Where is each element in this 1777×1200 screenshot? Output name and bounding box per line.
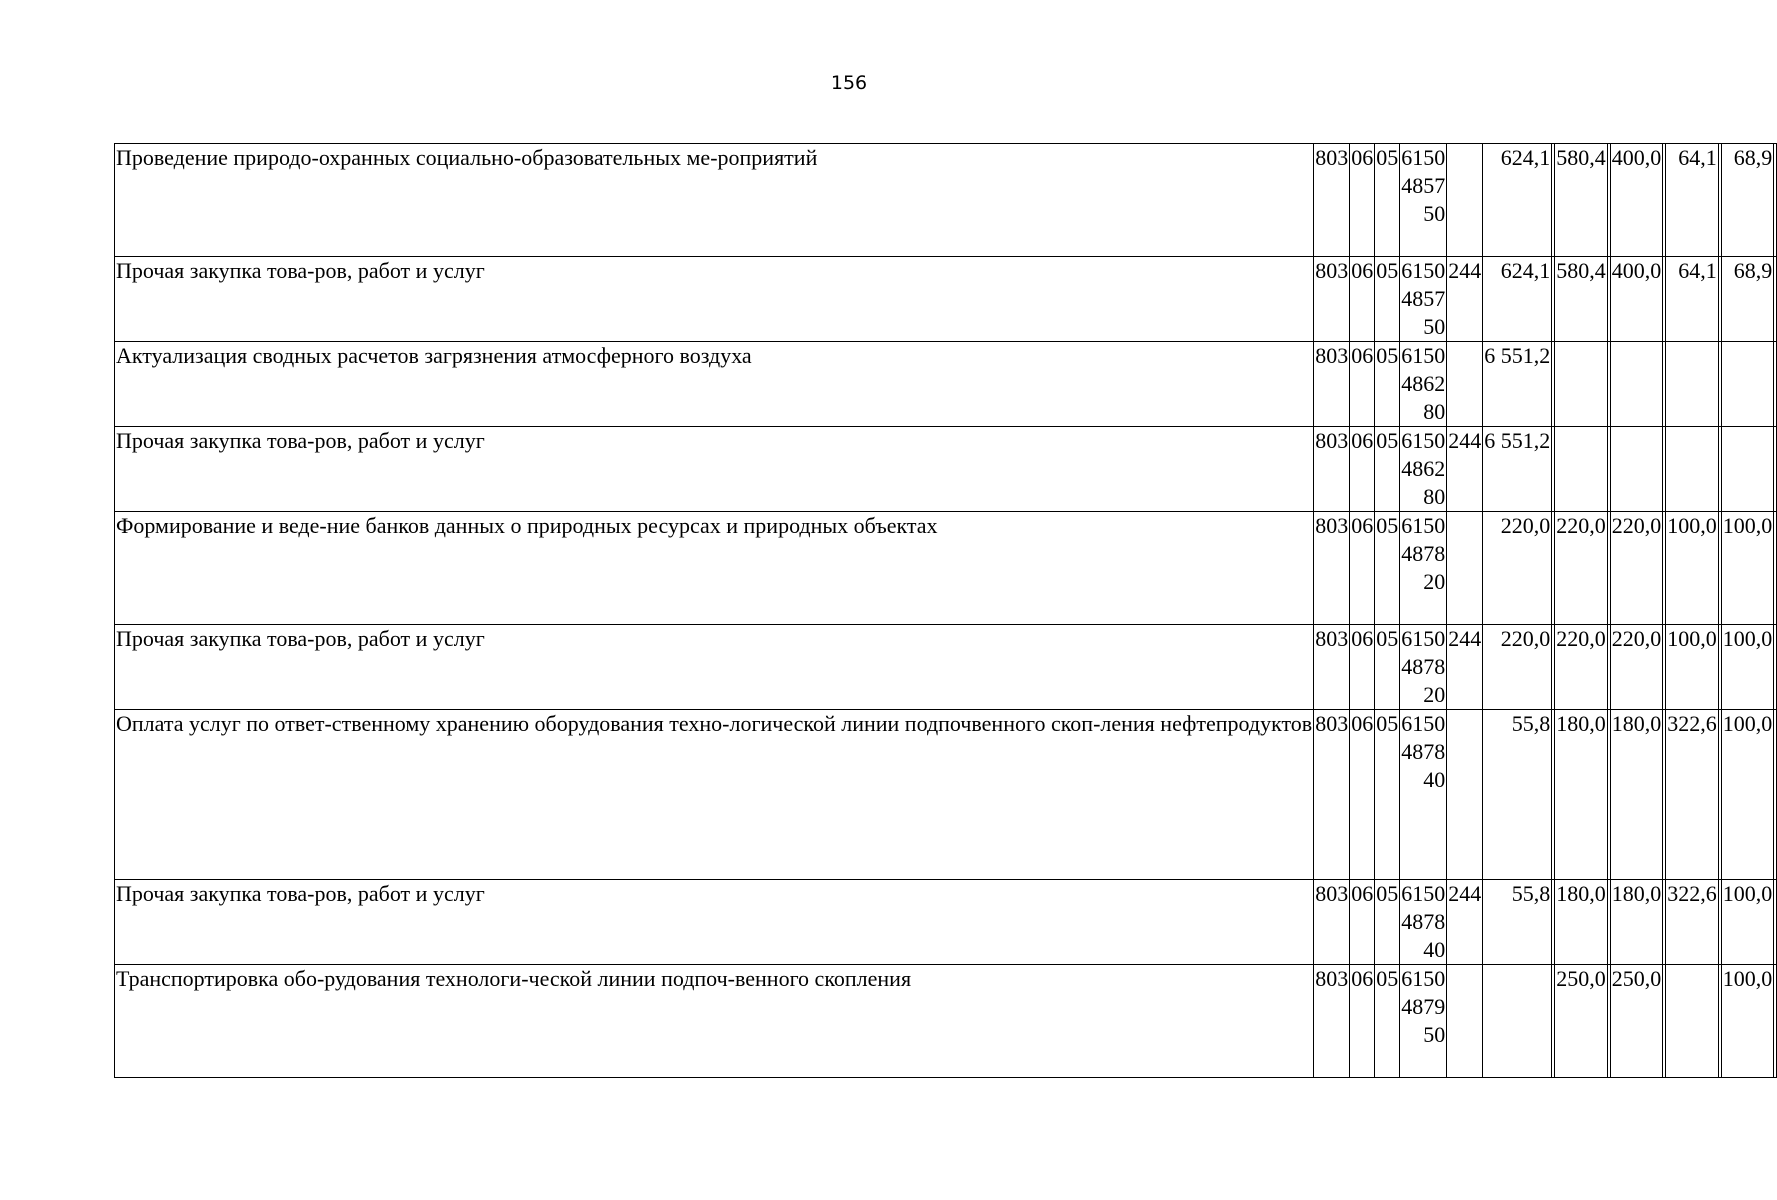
subsection-code-cell: 05 — [1375, 144, 1400, 257]
amount-cell-3: 220,0 — [1610, 625, 1663, 710]
blank-cell — [1774, 144, 1777, 257]
admin-code-cell: 803 — [1314, 710, 1350, 880]
amount-cell-3: 220,0 — [1610, 512, 1663, 625]
target-article-part: 4857 — [1401, 173, 1446, 198]
target-article-part: 6150 — [1401, 258, 1446, 283]
expense-name-cell: Транспортировка обо-рудования технологи-ческой линии подпоч-венного скопления — [115, 965, 1314, 1078]
amount-cell-1: 6 551,2 — [1483, 427, 1552, 512]
target-article-part: 50 — [1423, 314, 1446, 339]
target-article-part: 6150 — [1401, 428, 1446, 453]
target-article-part: 6150 — [1401, 145, 1446, 170]
expense-type-cell — [1447, 144, 1483, 257]
expense-name-cell: Оплата услуг по ответ-ственному хранению оборудования техно-логической линии подпочвенного скоп-ления нефтепродуктов — [115, 710, 1314, 880]
section-code-cell: 06 — [1350, 965, 1375, 1078]
expense-name-cell: Актуализация сводных расчетов загрязнения атмосферного воздуха — [115, 342, 1314, 427]
amount-cell-1: 55,8 — [1483, 710, 1552, 880]
amount-cell-1 — [1483, 965, 1552, 1078]
percent-cell-2: 100,0 — [1721, 965, 1774, 1078]
amount-cell-2: 250,0 — [1555, 965, 1608, 1078]
subsection-code-cell: 05 — [1375, 710, 1400, 880]
target-article-part: 6150 — [1401, 966, 1446, 991]
percent-cell-2 — [1721, 427, 1774, 512]
amount-cell-1: 55,8 — [1483, 880, 1552, 965]
percent-cell-2: 68,9 — [1721, 144, 1774, 257]
blank-cell — [1774, 342, 1777, 427]
blank-cell — [1774, 625, 1777, 710]
target-article-cell — [1400, 144, 1447, 257]
table-row — [115, 257, 1777, 342]
amount-cell-2 — [1555, 427, 1608, 512]
target-article-part: 80 — [1423, 484, 1446, 509]
amount-cell-2: 220,0 — [1555, 625, 1608, 710]
percent-cell-2 — [1721, 342, 1774, 427]
section-code-cell: 06 — [1350, 625, 1375, 710]
expense-type-cell: 244 — [1447, 427, 1483, 512]
table-row — [115, 710, 1777, 880]
target-article-part: 80 — [1423, 399, 1446, 424]
target-article-cell — [1400, 427, 1447, 512]
subsection-code-cell: 05 — [1375, 965, 1400, 1078]
admin-code-cell: 803 — [1314, 257, 1350, 342]
target-article-part: 6150 — [1401, 881, 1446, 906]
amount-cell-3: 180,0 — [1610, 880, 1663, 965]
section-code-cell: 06 — [1350, 880, 1375, 965]
percent-cell-2: 100,0 — [1721, 710, 1774, 880]
section-code-cell: 06 — [1350, 257, 1375, 342]
percent-cell-2: 100,0 — [1721, 880, 1774, 965]
blank-cell — [1774, 880, 1777, 965]
admin-code-cell: 803 — [1314, 342, 1350, 427]
percent-cell-2: 68,9 — [1721, 257, 1774, 342]
expense-type-cell: 244 — [1447, 625, 1483, 710]
expense-type-cell — [1447, 965, 1483, 1078]
table-row — [115, 880, 1777, 965]
table-row — [115, 965, 1777, 1078]
expense-name-cell: Прочая закупка това-ров, работ и услуг — [115, 880, 1314, 965]
amount-cell-2 — [1555, 342, 1608, 427]
section-code-cell: 06 — [1350, 710, 1375, 880]
target-article-cell — [1400, 965, 1447, 1078]
subsection-code-cell: 05 — [1375, 427, 1400, 512]
percent-cell-1: 322,6 — [1666, 710, 1719, 880]
target-article-part: 6150 — [1401, 711, 1446, 736]
target-article-part: 4878 — [1401, 541, 1446, 566]
subsection-code-cell: 05 — [1375, 342, 1400, 427]
admin-code-cell: 803 — [1314, 512, 1350, 625]
amount-cell-1: 624,1 — [1483, 144, 1552, 257]
amount-cell-2: 580,4 — [1555, 144, 1608, 257]
percent-cell-1: 100,0 — [1666, 625, 1719, 710]
expense-type-cell: 244 — [1447, 257, 1483, 342]
percent-cell-1: 322,6 — [1666, 880, 1719, 965]
blank-cell — [1774, 710, 1777, 880]
target-article-cell — [1400, 880, 1447, 965]
target-article-part: 4879 — [1401, 994, 1446, 1019]
target-article-part: 6150 — [1401, 513, 1446, 538]
amount-cell-2: 180,0 — [1555, 710, 1608, 880]
expense-name-cell: Прочая закупка това-ров, работ и услуг — [115, 427, 1314, 512]
target-article-part: 4878 — [1401, 654, 1446, 679]
target-article-part: 4862 — [1401, 456, 1446, 481]
admin-code-cell: 803 — [1314, 144, 1350, 257]
amount-cell-3: 180,0 — [1610, 710, 1663, 880]
amount-cell-3: 250,0 — [1610, 965, 1663, 1078]
percent-cell-1 — [1666, 427, 1719, 512]
blank-cell — [1774, 512, 1777, 625]
page-number: 156 — [830, 72, 868, 94]
amount-cell-2: 180,0 — [1555, 880, 1608, 965]
target-article-part: 4862 — [1401, 371, 1446, 396]
admin-code-cell: 803 — [1314, 965, 1350, 1078]
table-row — [115, 625, 1777, 710]
target-article-part: 40 — [1423, 767, 1446, 792]
percent-cell-1 — [1666, 965, 1719, 1078]
amount-cell-3 — [1610, 427, 1663, 512]
target-article-cell — [1400, 342, 1447, 427]
blank-cell — [1774, 427, 1777, 512]
target-article-part: 4857 — [1401, 286, 1446, 311]
expense-name-cell: Прочая закупка това-ров, работ и услуг — [115, 625, 1314, 710]
amount-cell-1: 220,0 — [1483, 625, 1552, 710]
table-row — [115, 342, 1777, 427]
expense-type-cell — [1447, 512, 1483, 625]
section-code-cell: 06 — [1350, 427, 1375, 512]
amount-cell-1: 624,1 — [1483, 257, 1552, 342]
target-article-part: 50 — [1423, 201, 1446, 226]
target-article-cell — [1400, 512, 1447, 625]
section-code-cell: 06 — [1350, 144, 1375, 257]
amount-cell-2: 220,0 — [1555, 512, 1608, 625]
percent-cell-2: 100,0 — [1721, 625, 1774, 710]
target-article-part: 4878 — [1401, 909, 1446, 934]
table-row — [115, 512, 1777, 625]
expense-name-cell: Проведение природо-охранных социально-образовательных ме-роприятий — [115, 144, 1314, 257]
target-article-cell — [1400, 625, 1447, 710]
expense-type-cell — [1447, 710, 1483, 880]
admin-code-cell: 803 — [1314, 880, 1350, 965]
target-article-part: 6150 — [1401, 343, 1446, 368]
table-body — [115, 144, 1777, 1078]
amount-cell-2: 580,4 — [1555, 257, 1608, 342]
subsection-code-cell: 05 — [1375, 512, 1400, 625]
target-article-part: 6150 — [1401, 626, 1446, 651]
subsection-code-cell: 05 — [1375, 625, 1400, 710]
blank-cell — [1774, 257, 1777, 342]
expense-type-cell — [1447, 342, 1483, 427]
percent-cell-1: 100,0 — [1666, 512, 1719, 625]
target-article-cell — [1400, 710, 1447, 880]
amount-cell-1: 220,0 — [1483, 512, 1552, 625]
subsection-code-cell: 05 — [1375, 880, 1400, 965]
section-code-cell: 06 — [1350, 512, 1375, 625]
section-code-cell: 06 — [1350, 342, 1375, 427]
percent-cell-1 — [1666, 342, 1719, 427]
blank-cell — [1774, 965, 1777, 1078]
target-article-part: 40 — [1423, 937, 1446, 962]
admin-code-cell: 803 — [1314, 625, 1350, 710]
table-row — [115, 144, 1777, 257]
table-row — [115, 427, 1777, 512]
expense-type-cell: 244 — [1447, 880, 1483, 965]
subsection-code-cell: 05 — [1375, 257, 1400, 342]
expense-name-cell: Формирование и веде-ние банков данных о природных ресурсах и природных объектах — [115, 512, 1314, 625]
target-article-cell — [1400, 257, 1447, 342]
percent-cell-1: 64,1 — [1666, 144, 1719, 257]
budget-table — [114, 143, 1777, 1078]
amount-cell-1: 6 551,2 — [1483, 342, 1552, 427]
amount-cell-3: 400,0 — [1610, 144, 1663, 257]
admin-code-cell: 803 — [1314, 427, 1350, 512]
target-article-part: 20 — [1423, 682, 1446, 707]
target-article-part: 50 — [1423, 1022, 1446, 1047]
target-article-part: 4878 — [1401, 739, 1446, 764]
target-article-part: 20 — [1423, 569, 1446, 594]
expense-name-cell: Прочая закупка това-ров, работ и услуг — [115, 257, 1314, 342]
amount-cell-3 — [1610, 342, 1663, 427]
amount-cell-3: 400,0 — [1610, 257, 1663, 342]
percent-cell-1: 64,1 — [1666, 257, 1719, 342]
percent-cell-2: 100,0 — [1721, 512, 1774, 625]
